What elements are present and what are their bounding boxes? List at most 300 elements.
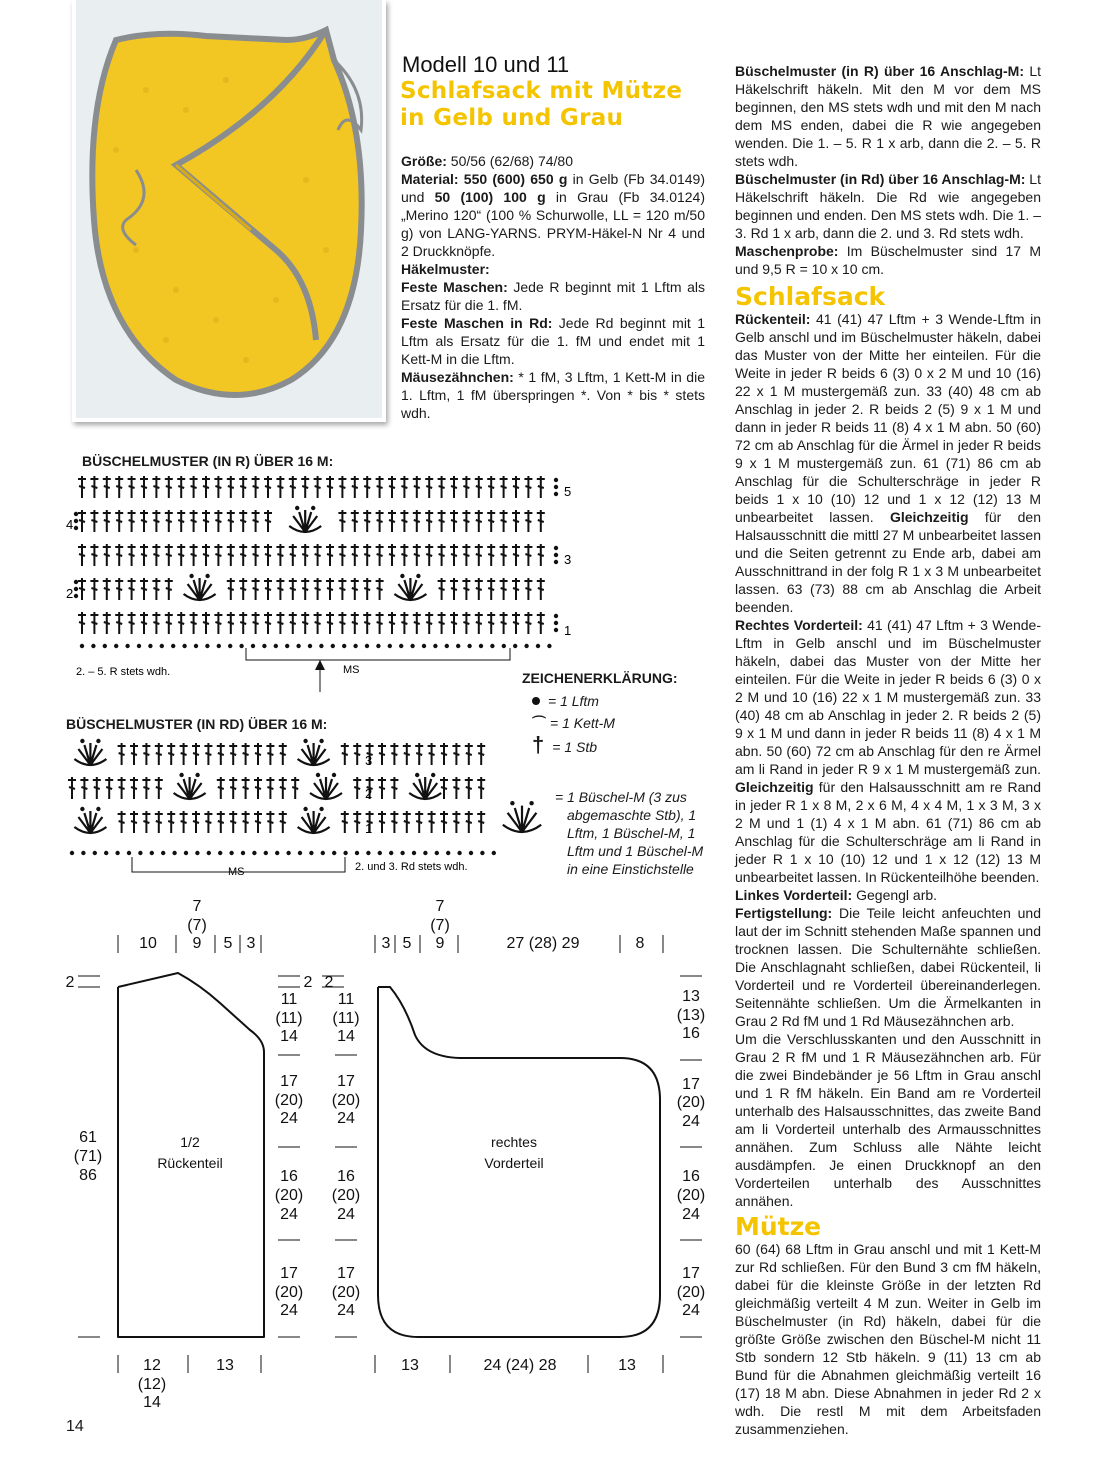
stitch-stb <box>103 510 111 532</box>
stitch-stb <box>440 743 448 765</box>
probe-paragraph: Maschenprobe: Im Büschelmuster sind 17 M und 9,5 R = 10 x 10 cm. <box>735 243 1041 277</box>
stitch-stb <box>165 578 173 600</box>
stitch-stb <box>252 612 260 634</box>
stitch-stb <box>239 612 247 634</box>
row-label-5: 5 <box>564 484 572 499</box>
stitch-stb <box>105 777 113 799</box>
stitch-dot <box>148 644 152 648</box>
md-0: 17 <box>280 1265 298 1282</box>
stitch-stb <box>438 578 446 600</box>
stitch-dot <box>376 644 380 648</box>
stitch-stb <box>279 777 287 799</box>
stitch-dot <box>469 851 473 855</box>
stitch-dot <box>547 644 551 648</box>
stitch-dot <box>513 644 517 648</box>
stitch-stb <box>363 510 371 532</box>
stitch-stb <box>115 544 123 566</box>
stitch-dot <box>228 644 232 648</box>
stitch-stb <box>438 476 446 498</box>
stitch-stb <box>266 777 274 799</box>
fm-line: Feste Maschen: Jede R beginnt mit 1 Lftm als Ersatz für die 1. fM. <box>401 279 705 313</box>
stitch-stb <box>378 777 386 799</box>
stitch-stb <box>140 578 148 600</box>
ma-1: (11) <box>275 1010 303 1027</box>
stitch-stb <box>115 510 123 532</box>
rb-0: 17 <box>682 1076 700 1093</box>
stitch-cluster <box>289 510 321 532</box>
bl-1: (12) <box>137 1376 167 1393</box>
repeat-note-rd: 2. und 3. Rd stets wdh. <box>355 861 468 873</box>
stitch-stb <box>242 743 250 765</box>
dim-27: 27 (28) 29 <box>506 935 580 952</box>
front-label-1: rechtes <box>491 1134 537 1150</box>
stitch-dot <box>433 644 437 648</box>
stitch-dot <box>446 851 450 855</box>
mb2-0: 17 <box>337 1073 355 1090</box>
diagram-rd-chart <box>60 735 500 880</box>
stitch-stb <box>177 544 185 566</box>
dim-7rb: (7) <box>430 917 450 934</box>
stitch-stb <box>192 743 200 765</box>
stitch-stb <box>289 612 297 634</box>
stitch-dot <box>416 574 420 578</box>
stitch-stb <box>177 476 185 498</box>
stitch-stb <box>103 578 111 600</box>
stitch-stb <box>140 544 148 566</box>
stitch-stb <box>363 544 371 566</box>
stitch-stb <box>252 476 260 498</box>
stitch-dot <box>480 851 484 855</box>
stitch-stb <box>462 612 470 634</box>
stitch-dot <box>435 851 439 855</box>
arc-icon: ⌒ <box>532 715 546 731</box>
dim-9: 9 <box>192 935 202 952</box>
stitch-dot <box>138 851 142 855</box>
stitch-stb <box>227 476 235 498</box>
stitch-stb <box>115 476 123 498</box>
stitch-dot <box>262 644 266 648</box>
stitch-stb <box>180 811 188 833</box>
stitch-stb <box>254 811 262 833</box>
stitch-stb <box>252 544 260 566</box>
stitch-stb <box>165 510 173 532</box>
stitch-stb <box>537 476 545 498</box>
title-line-2: in Gelb und Grau <box>400 105 624 131</box>
stitch-stb <box>500 578 508 600</box>
mc2-1: (20) <box>331 1187 361 1204</box>
stitch-dot <box>125 644 129 648</box>
dim-7a: 7 <box>192 898 202 915</box>
stitch-stb <box>524 510 532 532</box>
stitch-stb <box>487 476 495 498</box>
stitch-dot <box>91 644 95 648</box>
stitch-dot <box>423 851 427 855</box>
stitch-stb <box>363 578 371 600</box>
dot-icon <box>532 697 540 705</box>
stitch-stb <box>477 811 485 833</box>
stitch-dot <box>80 807 84 811</box>
stitch-stb <box>512 510 520 532</box>
stitch-stb <box>390 811 398 833</box>
stb-icon: † <box>532 732 545 757</box>
stitch-stb <box>90 612 98 634</box>
stitch-stb <box>214 612 222 634</box>
stitch-stb <box>415 743 423 765</box>
muetze-paragraph: 60 (64) 68 Lftm in Grau anschl und mit 1 Kett-M zur Rd schließen. Für den Bund 3 cm fM häkeln, dabei für die kleinste Größe in der letzten Rd gleichmäßig verteilt 4 M zun. Weiter in Gelb im Büschelmuster (in Rd) häkeln, dabei für die größte Größe zwischen den Büschel-M nicht 11 Stb sondern 12 Stb häkeln. 9 (11) 13 cm ab Bund für die Abnahmen gleichmäßig verteilt 16 (17) 18 M abn. Diese Abnahmen in jeder Rd 2 x wdh. Die restl M mit dem Arbeitsfaden zusammenziehen. <box>735 1241 1041 1437</box>
stitch-dot <box>502 644 506 648</box>
stitch-stb <box>465 777 473 799</box>
stitch-dot <box>285 644 289 648</box>
two-mid-b: 2 <box>324 974 334 991</box>
stitch-dot <box>303 807 307 811</box>
stitch-stb <box>214 544 222 566</box>
stitch-dot <box>554 614 558 618</box>
back-label-2: Rückenteil <box>157 1155 223 1171</box>
stitch-stb <box>465 811 473 833</box>
stitch-dot <box>184 851 188 855</box>
row-label-4: 4 <box>66 517 74 532</box>
haekelmuster-heading: Häkelmuster: <box>401 261 490 277</box>
stitch-stb <box>376 476 384 498</box>
stitch-cluster <box>74 743 106 765</box>
stitch-dot <box>70 851 74 855</box>
stitch-dot <box>239 644 243 648</box>
stitch-stb <box>118 811 126 833</box>
stitch-stb <box>128 544 136 566</box>
stitch-stb <box>190 476 198 498</box>
stitch-stb <box>239 578 247 600</box>
stitch-stb <box>524 578 532 600</box>
stitch-stb <box>537 578 545 600</box>
stitch-stb <box>155 743 163 765</box>
stitch-stb <box>338 476 346 498</box>
stitch-stb <box>425 510 433 532</box>
stitch-dot <box>160 644 164 648</box>
ms-label-r: MS <box>343 664 360 676</box>
stitch-stb <box>477 777 485 799</box>
two-mid-a: 2 <box>303 974 313 991</box>
rc-0: 16 <box>682 1168 700 1185</box>
stitch-stb <box>341 811 349 833</box>
stitch-stb <box>462 476 470 498</box>
stitch-dot <box>115 851 119 855</box>
stitch-stb <box>78 544 86 566</box>
stitch-dot <box>74 580 78 584</box>
stitch-stb <box>487 578 495 600</box>
right-column <box>735 62 1041 1438</box>
title-line-1: Schlafsack mit Mütze <box>400 78 683 104</box>
stitch-stb <box>180 743 188 765</box>
stitch-stb <box>500 612 508 634</box>
stitch-stb <box>462 578 470 600</box>
stitch-stb <box>192 811 200 833</box>
stitch-stb <box>264 510 272 532</box>
stitch-stb <box>214 510 222 532</box>
maeuse-line: Mäusezähnchen: * 1 fM, 3 Lftm, 1 Kett-M in die 1. Lftm, 1 fM überspringen *. Von * bis * stets wdh. <box>401 369 705 421</box>
stitch-stb <box>415 811 423 833</box>
stitch-stb <box>301 476 309 498</box>
stitch-stb <box>276 578 284 600</box>
stitch-dot <box>431 773 435 777</box>
rd-row-label-1: 1 <box>365 821 373 836</box>
stitch-stb <box>351 612 359 634</box>
stitch-dot <box>365 644 369 648</box>
stitch-stb <box>190 612 198 634</box>
stitch-stb <box>425 476 433 498</box>
stitch-stb <box>130 811 138 833</box>
diagram-rd-title: BÜSCHELMUSTER (IN RD) ÜBER 16 M: <box>66 716 328 732</box>
stitch-stb <box>165 612 173 634</box>
stitch-dot <box>182 644 186 648</box>
stitch-stb <box>165 544 173 566</box>
stitch-stb <box>155 777 163 799</box>
stitch-stb <box>217 777 225 799</box>
stitch-stb <box>351 510 359 532</box>
stitch-stb <box>537 510 545 532</box>
stitch-dot <box>316 773 320 777</box>
stitch-stb <box>487 510 495 532</box>
stitch-dot <box>332 773 336 777</box>
stitch-stb <box>475 510 483 532</box>
stitch-dot <box>251 644 255 648</box>
stitch-stb <box>118 777 126 799</box>
stitch-dot <box>93 851 97 855</box>
stitch-stb <box>537 612 545 634</box>
stitch-stb <box>254 743 262 765</box>
stitch-stb <box>167 811 175 833</box>
stitch-stb <box>239 510 247 532</box>
stitch-stb <box>130 743 138 765</box>
stitch-dot <box>410 644 414 648</box>
stitch-stb <box>289 578 297 600</box>
stitch-dot <box>554 546 558 550</box>
model-title: Modell 10 und 11 <box>402 52 570 77</box>
stitch-stb <box>152 612 160 634</box>
stitch-stb <box>465 743 473 765</box>
stitch-stb <box>338 612 346 634</box>
stitch-dot <box>194 644 198 648</box>
stitch-stb <box>438 612 446 634</box>
mc-2: 24 <box>280 1206 298 1223</box>
stitch-stb <box>190 544 198 566</box>
row-label-2: 2 <box>66 586 74 601</box>
stitch-stb <box>400 510 408 532</box>
stitch-stb <box>512 612 520 634</box>
stitch-dot <box>415 773 419 777</box>
stitch-dot <box>252 851 256 855</box>
stitch-dot <box>74 519 78 523</box>
mb-0: 17 <box>280 1073 298 1090</box>
stitch-dot <box>467 644 471 648</box>
rb-2: 24 <box>682 1113 700 1130</box>
stitch-dot <box>241 851 245 855</box>
stitch-stb <box>204 811 212 833</box>
stitch-stb <box>264 578 272 600</box>
stitch-stb <box>338 578 346 600</box>
stitch-stb <box>229 811 237 833</box>
row-label-3: 3 <box>564 552 572 567</box>
mb-2: 24 <box>280 1110 298 1127</box>
stitch-stb <box>388 476 396 498</box>
ma-0: 11 <box>280 991 298 1008</box>
stitch-stb <box>378 743 386 765</box>
stitch-stb <box>413 612 421 634</box>
stitch-dot <box>207 851 211 855</box>
stitch-dot <box>342 644 346 648</box>
stitch-stb <box>450 476 458 498</box>
dim-3: 3 <box>246 935 256 952</box>
stitch-stb <box>390 743 398 765</box>
stitch-dot <box>205 574 209 578</box>
stitch-stb <box>103 544 111 566</box>
stitch-dot <box>229 851 233 855</box>
rb-1: (20) <box>676 1094 706 1111</box>
ms-label-rd: MS <box>228 866 245 878</box>
stitch-stb <box>276 476 284 498</box>
two-left: 2 <box>65 974 75 991</box>
stitch-dot <box>264 851 268 855</box>
stitch-dot <box>412 851 416 855</box>
stitch-stb <box>142 777 150 799</box>
stitch-stb <box>301 612 309 634</box>
stitch-dot <box>308 644 312 648</box>
stitch-dot <box>114 644 118 648</box>
stitch-dot <box>319 807 323 811</box>
row-label-1: 1 <box>564 623 572 638</box>
stitch-stb <box>140 612 148 634</box>
stitch-dot <box>457 851 461 855</box>
stitch-stb <box>326 612 334 634</box>
page-title <box>400 78 682 132</box>
md2-2: 24 <box>337 1302 355 1319</box>
stitch-stb <box>202 544 210 566</box>
stitch-stb <box>128 612 136 634</box>
stitch-dot <box>378 851 382 855</box>
bl-0: 12 <box>143 1357 161 1374</box>
mc2-2: 24 <box>337 1206 355 1223</box>
stitch-stb <box>314 544 322 566</box>
stitch-stb <box>128 476 136 498</box>
stitch-dot <box>96 807 100 811</box>
stitch-stb <box>90 544 98 566</box>
stitch-stb <box>142 811 150 833</box>
h-61: 61 <box>79 1129 97 1146</box>
stitch-dot <box>286 851 290 855</box>
stitch-stb <box>477 743 485 765</box>
legend-title: ZEICHENERKLÄRUNG: <box>522 670 678 686</box>
stitch-stb <box>78 612 86 634</box>
dim-7ra: 7 <box>435 898 445 915</box>
legend-kettm: ⌒ = 1 Kett-M <box>532 715 615 731</box>
stitch-dot <box>127 851 131 855</box>
stitch-stb <box>229 743 237 765</box>
stitch-stb <box>128 510 136 532</box>
stitch-stb <box>165 476 173 498</box>
stitch-cluster <box>409 777 441 799</box>
stitch-stb <box>363 612 371 634</box>
stitch-dot <box>400 851 404 855</box>
stitch-stb <box>202 476 210 498</box>
stitch-dot <box>104 851 108 855</box>
stitch-stb <box>291 777 299 799</box>
page-number: 14 <box>66 1418 84 1435</box>
stitch-dot <box>536 644 540 648</box>
stitch-dot <box>524 644 528 648</box>
sleeping-bag-image <box>76 0 382 418</box>
rd-2: 24 <box>682 1302 700 1319</box>
dim-10: 10 <box>139 935 157 952</box>
stitch-dot <box>492 851 496 855</box>
stitch-stb <box>239 476 247 498</box>
stitch-dot <box>353 644 357 648</box>
stitch-stb <box>177 612 185 634</box>
stitch-stb <box>140 510 148 532</box>
intro-text <box>401 152 705 422</box>
stitch-dot <box>343 851 347 855</box>
stitch-stb <box>512 544 520 566</box>
stitch-stb <box>115 612 123 634</box>
stitch-stb <box>276 612 284 634</box>
schlafsack-heading: Schlafsack <box>735 282 886 311</box>
stitch-stb <box>227 578 235 600</box>
stitch-stb <box>363 476 371 498</box>
stitch-dot <box>103 644 107 648</box>
stitch-cluster <box>74 811 106 833</box>
stitch-dot <box>172 851 176 855</box>
stitch-stb <box>314 612 322 634</box>
stitch-stb <box>276 544 284 566</box>
stitch-stb <box>428 811 436 833</box>
stitch-cluster <box>184 578 216 600</box>
stitch-stb <box>242 777 250 799</box>
stitch-stb <box>326 476 334 498</box>
stitch-cluster <box>503 806 541 832</box>
stitch-stb <box>512 476 520 498</box>
stitch-stb <box>266 743 274 765</box>
stitch-stb <box>118 743 126 765</box>
stitch-stb <box>388 510 396 532</box>
stitch-stb <box>475 544 483 566</box>
stitch-stb <box>229 777 237 799</box>
stitch-dot <box>319 739 323 743</box>
stitch-stb <box>266 811 274 833</box>
stitch-dot <box>389 851 393 855</box>
stitch-stb <box>462 544 470 566</box>
stitch-dot <box>554 628 558 632</box>
stitch-dot <box>298 851 302 855</box>
stitch-stb <box>93 777 101 799</box>
stitch-stb <box>524 476 532 498</box>
stitch-stb <box>155 811 163 833</box>
stitch-stb <box>500 544 508 566</box>
stitch-dot <box>355 851 359 855</box>
legend <box>522 690 615 758</box>
stitch-stb <box>314 476 322 498</box>
stitch-cluster <box>298 811 330 833</box>
stitch-dot <box>554 621 558 625</box>
stitch-dot <box>195 851 199 855</box>
stitch-stb <box>115 578 123 600</box>
stitch-dot <box>554 478 558 482</box>
stitch-stb <box>353 743 361 765</box>
stitch-stb <box>217 743 225 765</box>
fmrd-line: Feste Maschen in Rd: Jede Rd beginnt mit 1 Lftm als Ersatz für die 1. fM und endet mit 1 Kett-M in die Lftm. <box>401 315 705 367</box>
dim-8: 8 <box>635 935 645 952</box>
legend-bueschel: = 1 Büschel-M (3 zus abgemaschte Stb), 1 Lftm, 1 Büschel-M, 1 Lftm und 1 Büschel-M in eine Einstichstelle <box>555 789 704 877</box>
bl-2: 14 <box>143 1394 161 1411</box>
stitch-stb <box>376 510 384 532</box>
stitch-stb <box>400 476 408 498</box>
